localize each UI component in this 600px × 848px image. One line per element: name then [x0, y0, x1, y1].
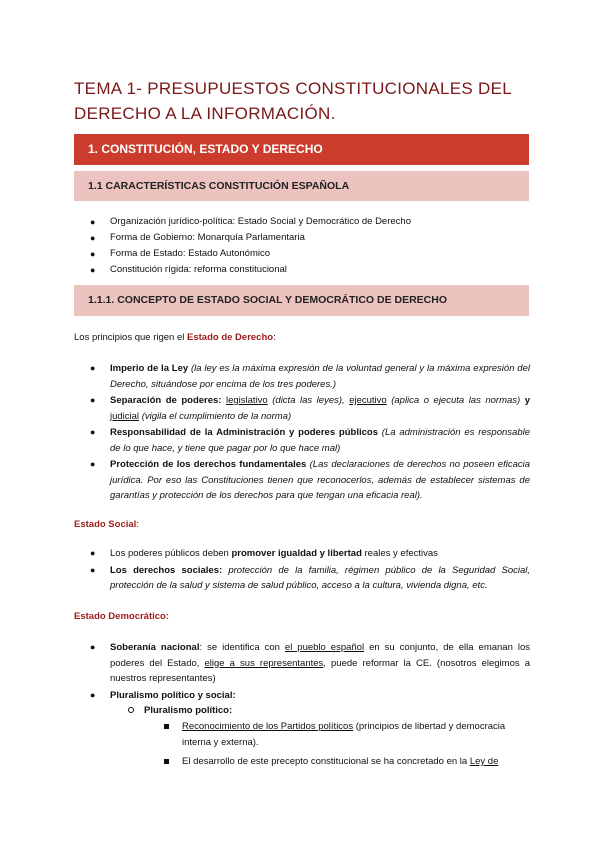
list-item: ● Constitución rígida: reforma constitucional	[90, 262, 530, 278]
list-item: ● Forma de Estado: Estado Autonómico	[90, 246, 530, 262]
list-item: ● Protección de los derechos fundamentales (Las declaraciones de derechos no poseen eficacia jurídica. Por eso las Constituciones tienen que reconocerlos, además de establecer sistemas de garantías y protección de los derechos para que tengan una eficacia real).	[90, 459, 531, 501]
bullet-icon: ●	[90, 395, 96, 405]
pluralismo-politico-sublist	[164, 719, 530, 774]
list-item: ● Los poderes públicos deben promover igualdad y libertad reales y efectivas	[90, 546, 530, 562]
document-title: TEMA 1- PRESUPUESTOS CONSTITUCIONALES DEL DERECHO A LA INFORMACIÓN.	[74, 79, 512, 123]
bullet-icon: ●	[90, 459, 96, 469]
list-item: ● Responsabilidad de la Administración y poderes públicos (La administración es responsable de lo que hace, y tiene que pagar por lo que hace mal)	[90, 427, 530, 454]
intro-paragraph: Los principios que rigen el Estado de Derecho:	[74, 332, 276, 343]
bullet-icon: ●	[90, 689, 96, 700]
list-item: ● Separación de poderes: legislativo (dicta las leyes), ejecutivo (aplica o ejecuta las normas) y judicial (vigila el cumplimiento de la norma)	[90, 395, 531, 422]
estado-social-heading: Estado Social:	[74, 519, 139, 530]
list-item: El desarrollo de este precepto constitucional se ha concretado en la Ley de	[164, 754, 530, 770]
democratico-list	[90, 640, 530, 704]
bullet-icon: ●	[90, 642, 96, 652]
bullet-icon: ●	[90, 548, 96, 558]
section-heading-1-1-1: 1.1.1. CONCEPTO DE ESTADO SOCIAL Y DEMOCRÁTICO DE DERECHO	[74, 285, 529, 316]
characteristics-list	[90, 214, 530, 278]
bullet-icon: ●	[90, 265, 96, 275]
square-bullet-icon	[164, 759, 169, 764]
bullet-icon: ●	[90, 564, 96, 575]
bullet-icon: ●	[90, 427, 96, 437]
list-item: ● Organización jurídico-política: Estado Social y Democrático de Derecho	[90, 214, 530, 230]
list-item: Reconocimiento de los Partidos políticos (principios de libertad y democracia interna y externa).	[164, 719, 530, 750]
list-item: ● Pluralismo político y social:	[90, 688, 530, 704]
section-heading-1: 1. CONSTITUCIÓN, ESTADO Y DERECHO	[74, 134, 529, 165]
bullet-icon: ●	[90, 217, 96, 227]
derecho-principles-list	[90, 361, 530, 505]
bullet-icon: ●	[90, 363, 96, 373]
highlight-estado-derecho: Estado de Derecho	[187, 332, 274, 343]
pluralismo-politico-item: Pluralismo político:	[128, 703, 528, 718]
section-heading-1-1: 1.1 CARACTERÍSTICAS CONSTITUCIÓN ESPAÑOLA	[74, 171, 529, 201]
square-bullet-icon	[164, 724, 169, 729]
list-item: ● Soberanía nacional: se identifica con el pueblo español en su conjunto, de ella emanan los poderes del Estado, elige a sus representantes, puede reformar la CE. (nosotros elegimos a nuestros representantes)	[90, 642, 530, 684]
estado-democratico-heading: Estado Democrático:	[74, 611, 170, 622]
social-list	[90, 546, 530, 595]
bullet-icon: ●	[90, 233, 96, 243]
list-item: ● Los derechos sociales: protección de la familia, régimen público de la Seguridad Social, protección de la salud y sistema de salud público, acceso a la cultura, vivienda digna, etc.	[90, 564, 531, 591]
circle-bullet-icon	[128, 707, 134, 713]
list-item: ● Forma de Gobierno: Monarquía Parlamentaria	[90, 230, 530, 246]
list-item: ● Imperio de la Ley (la ley es la máxima expresión de la voluntad general y la máxima expresión del Derecho, situándose por encima de los tres poderes.)	[90, 363, 530, 390]
bullet-icon: ●	[90, 249, 96, 259]
